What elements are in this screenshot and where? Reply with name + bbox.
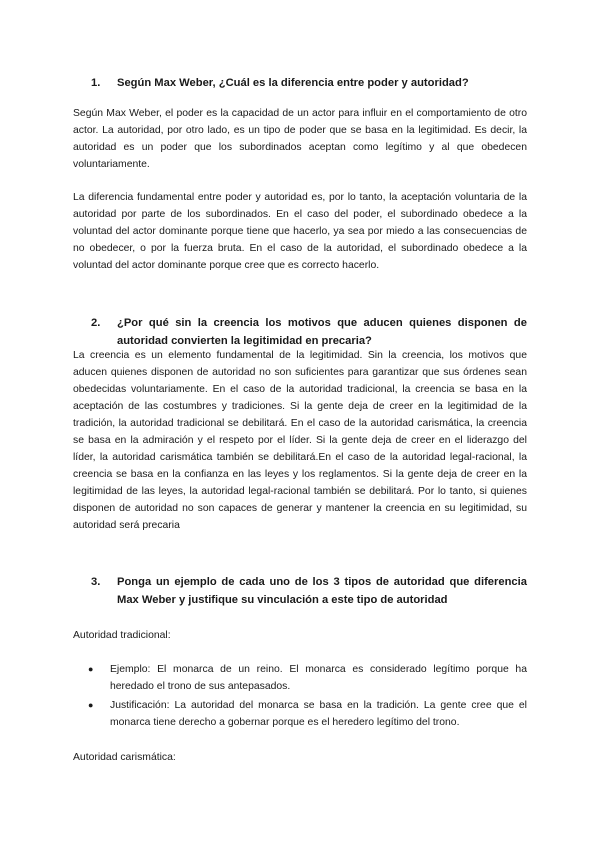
question-2-number: 2. [91, 317, 101, 329]
traditional-authority-label: Autoridad tradicional: [73, 630, 171, 641]
question-3-number: 3. [91, 576, 101, 588]
bullet-dot-icon: ● [88, 700, 94, 710]
question-1-title: Según Max Weber, ¿Cuál es la diferencia entre poder y autoridad? [117, 77, 469, 89]
list-item [88, 697, 527, 731]
question-1-paragraph-1: Según Max Weber, el poder es la capacidad de un actor para influir en el comportamiento de otro actor. La autoridad, por otro lado, es un tipo de poder que se basa en la legitimidad. Es decir, la autoridad es un poder que los subordinados aceptan como legítimo y al que obedecen voluntariamente. [73, 108, 527, 170]
example-text: Ejemplo: El monarca de un reino. El monarca es considerado legítimo porque ha heredado el trono de sus antepasados. [110, 664, 527, 692]
question-3-title: Ponga un ejemplo de cada uno de los 3 tipos de autoridad que diferencia Max Weber y justifique su vinculación a este tipo de autoridad [117, 576, 527, 606]
justification-text: Justificación: La autoridad del monarca se basa en la tradición. La gente cree que el monarca tiene derecho a gobernar porque es el heredero legítimo del trono. [110, 700, 527, 728]
question-1-number: 1. [91, 77, 101, 89]
question-3-heading [91, 573, 527, 609]
bullet-dot-icon: ● [88, 664, 94, 674]
question-1-paragraph-2: La diferencia fundamental entre poder y autoridad es, por lo tanto, la aceptación voluntaria de la autoridad por parte de los subordinados. En el caso del poder, el subordinado obedece a la voluntad del actor dominante porque tiene que hacerlo, ya sea por miedo a las consecuencias de no obedecer, o por la fuerza bruta. En el caso de la autoridad, el subordinado obedece a la voluntad del actor dominante porque cree que es correcto hacerlo. [73, 192, 527, 271]
charismatic-authority-label: Autoridad carismática: [73, 752, 176, 763]
list-item [88, 661, 527, 695]
question-2-title: ¿Por qué sin la creencia los motivos que aducen quienes disponen de autoridad convierten la legitimidad en precaria? [117, 317, 527, 347]
question-2-heading [91, 314, 527, 350]
question-2-paragraph: La creencia es un elemento fundamental de la legitimidad. Sin la creencia, los motivos que aducen quienes disponen de autoridad no son suficientes para garantizar que sus órdenes sean obedecidas voluntariamente. En el caso de la autoridad tradicional, la creencia se basa en la aceptación de las costumbres y tradiciones. Si la gente deja de creer en la legitimidad de la tradición, la autoridad tradicional se debilitará. En el caso de la autoridad carismática, la creencia se basa en la admiración y el respeto por el líder. Si la gente deja de creer en el liderazgo del líder, la autoridad carismática también se debilitará.En el caso de la autoridad legal-racional, la creencia se basa en la confianza en las leyes y los reglamentos. Si la gente deja de creer en la legitimidad de las leyes, la autoridad legal-racional también se debilitará. Por lo tanto, si quienes disponen de autoridad no son capaces de generar y mantener la creencia en su legitimidad, su autoridad será precaria [73, 350, 527, 531]
question-1-heading [91, 74, 527, 92]
